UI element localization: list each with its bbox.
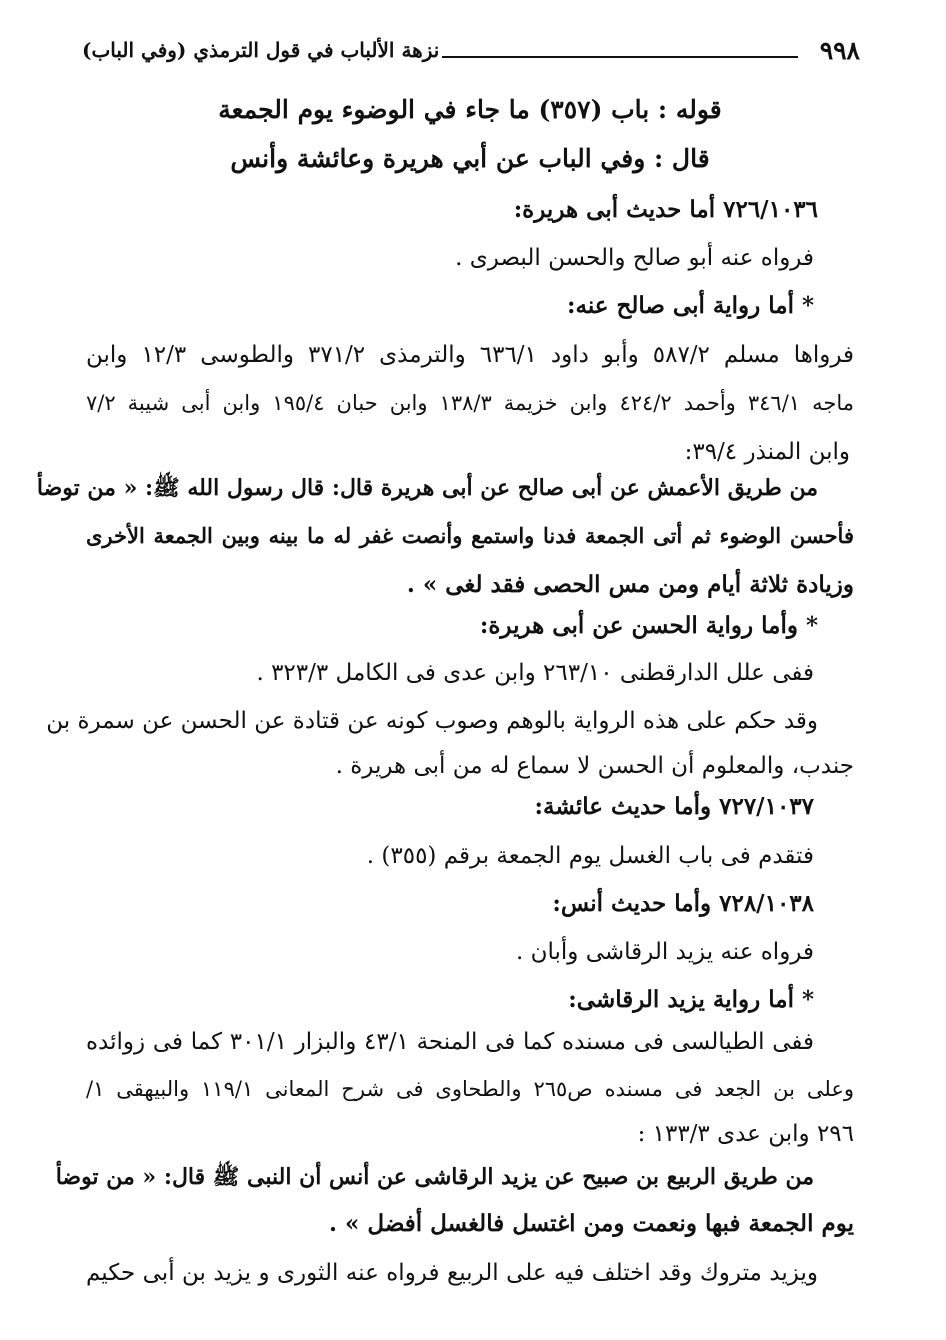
text-line: فتقدم فى باب الغسل يوم الجمعة برقم (٣٥٥) . — [366, 843, 814, 869]
header-rule — [442, 56, 798, 58]
hadith-heading-anas: ٧٢٨/١٠٣٨ وأما حديث أنس: — [552, 890, 814, 917]
text-line: ماجه ٣٤٦/١ وأحمد ٤٢٤/٢ وابن خزيمة ١٣٨/٣ وابن حبان ١٩٥/٤ وابن أبى شيبة ٧/٢ — [86, 391, 854, 415]
hadith-text-line: وزيادة ثلاثة أيام ومن مس الحصى فقد لغى » . — [406, 571, 854, 598]
running-title: نزهة الألباب في قول الترمذي (وفي الباب) — [82, 38, 440, 62]
subheading-al-hasan: * وأما رواية الحسن عن أبى هريرة: — [479, 612, 818, 639]
text-line: وقد حكم على هذه الرواية بالوهم وصوب كونه عن قتادة عن الحسن عن سمرة بن — [46, 708, 818, 734]
subheading-abu-salih: * أما رواية أبى صالح عنه: — [567, 292, 814, 319]
text-line: وابن المنذر ٣٩/٤: — [684, 439, 850, 465]
text-line: ويزيد متروك وقد اختلف فيه على الربيع فرواه عنه الثورى و يزيد بن أبى حكيم — [86, 1260, 818, 1286]
page-header — [82, 34, 860, 68]
hadith-text-line: من طريق الأعمش عن أبى صالح عن أبى هريرة قال: قال رسول الله ﷺ: « من توضأ — [36, 475, 818, 501]
section-subheading: قال : وفي الباب عن أبي هريرة وعائشة وأنس — [230, 144, 710, 173]
text-line: فرواه عنه يزيد الرقاشى وأبان . — [516, 939, 814, 965]
hadith-text-line: من طريق الربيع بن صبيح عن يزيد الرقاشى عن أنس أن النبى ﷺ قال: « من توضأ — [55, 1164, 814, 1190]
page-number: ٩٩٨ — [819, 36, 860, 65]
text-line: ففى علل الدارقطنى ٢٦٣/١٠ وابن عدى فى الكامل ٣٢٣/٣ . — [256, 660, 814, 686]
hadith-heading-abu-hurayra: ٧٢٦/١٠٣٦ أما حديث أبى هريرة: — [513, 196, 818, 223]
subheading-yazid: * أما رواية يزيد الرقاشى: — [568, 986, 814, 1013]
text-line: فرواها مسلم ٥٨٧/٢ وأبو داود ٦٣٦/١ والترمذى ٣٧١/٢ والطوسى ١٢/٣ وابن — [86, 342, 855, 368]
text-line: فرواه عنه أبو صالح والحسن البصرى . — [455, 245, 814, 271]
hadith-text-line: فأحسن الوضوء ثم أتى الجمعة فدنا واستمع وأنصت غفر له ما بينه وبين الجمعة الأخرى — [86, 523, 854, 548]
section-heading: قوله : باب (٣٥٧) ما جاء في الوضوء يوم الجمعة — [218, 95, 722, 124]
hadith-text-line: يوم الجمعة فبها ونعمت ومن اغتسل فالغسل أفضل » . — [329, 1210, 854, 1237]
text-line: ٢٩٦ وابن عدى ١٣٣/٣ : — [637, 1121, 854, 1147]
text-line: ففى الطيالسى فى مسنده كما فى المنحة ٤٣/١ والبزار ٣٠١/١ كما فى زوائده — [86, 1029, 815, 1055]
hadith-heading-aisha: ٧٢٧/١٠٣٧ وأما حديث عائشة: — [534, 793, 814, 820]
text-line: جندب، والمعلوم أن الحسن لا سماع له من أبى هريرة . — [335, 753, 854, 779]
text-line: وعلى بن الجعد فى مسنده ص٢٦٥ والطحاوى فى شرح المعانى ١١٩/١ والبيهقى ١/ — [86, 1077, 854, 1101]
